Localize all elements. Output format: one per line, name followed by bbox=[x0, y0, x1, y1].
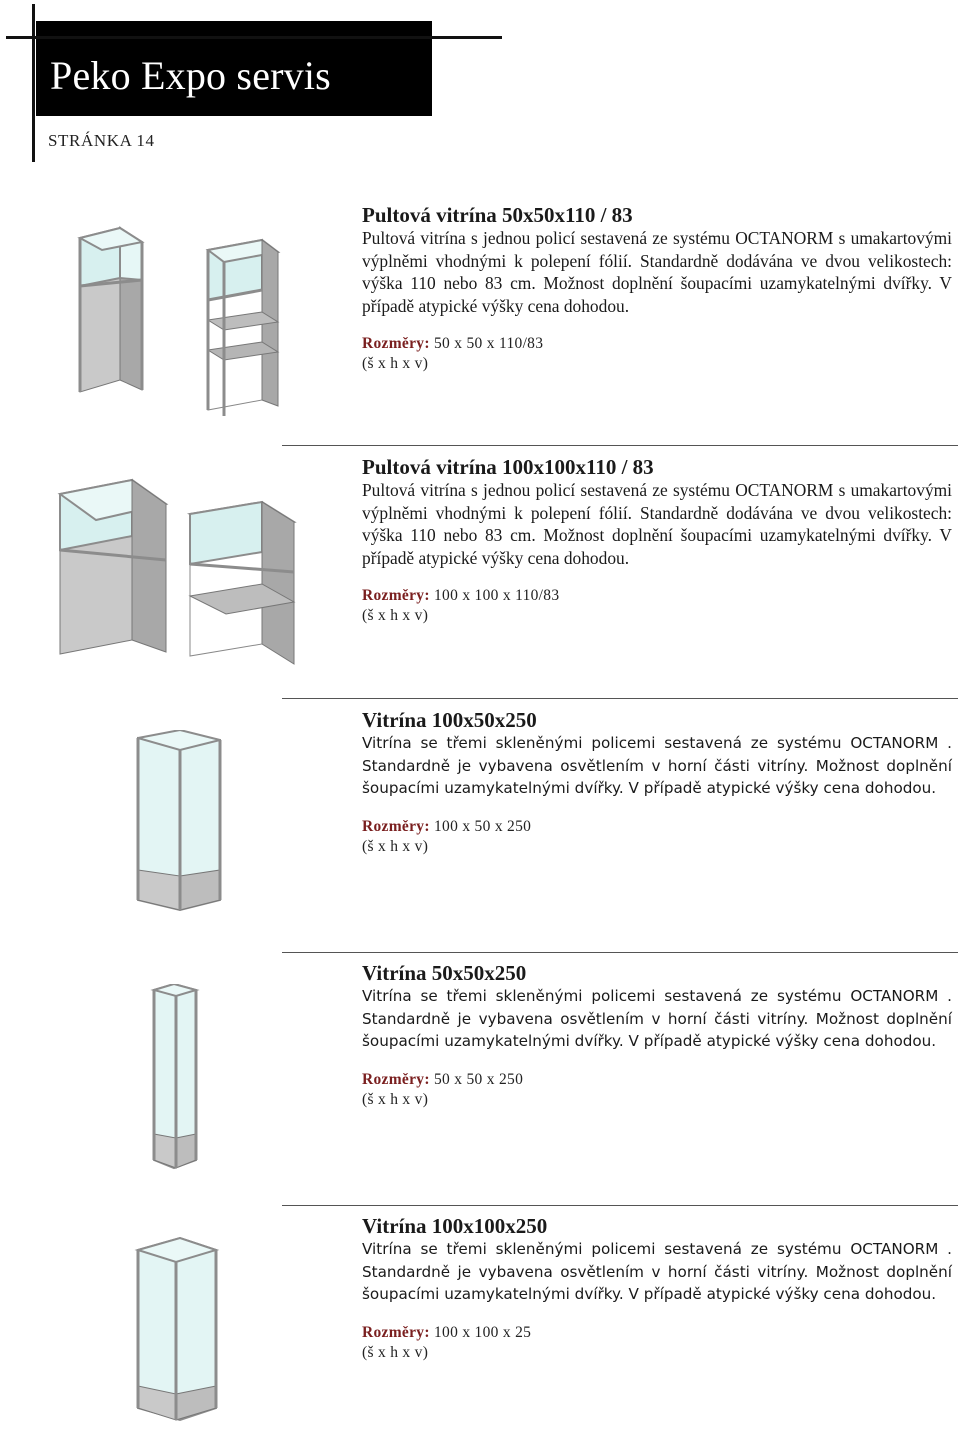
dimensions-legend: (š x h x v) bbox=[362, 1343, 429, 1361]
dimensions-label: Rozměry: bbox=[362, 1070, 430, 1088]
section-divider bbox=[282, 1205, 958, 1206]
product-section bbox=[362, 455, 952, 626]
header-horizontal-rule bbox=[6, 36, 502, 39]
product-title: Vitrína 100x50x250 bbox=[362, 708, 537, 732]
product-section bbox=[362, 708, 952, 857]
product-title: Vitrína 100x100x250 bbox=[362, 1214, 548, 1238]
product-image-showcase-50x50 bbox=[40, 984, 240, 1174]
product-image-counter-100 bbox=[40, 468, 320, 678]
product-section bbox=[362, 961, 952, 1110]
product-title: Vitrína 50x50x250 bbox=[362, 961, 527, 985]
product-title: Pultová vitrína 100x100x110 / 83 bbox=[362, 455, 654, 479]
brand-title: Peko Expo servis bbox=[50, 53, 331, 98]
dimensions-value: 100 x 100 x 25 bbox=[434, 1323, 532, 1341]
dimensions-value: 100 x 50 x 250 bbox=[434, 817, 532, 835]
dimensions-label: Rozměry: bbox=[362, 817, 430, 835]
product-description: Vitrína se třemi skleněnými policemi sestavená ze systému OCTANORM . Standardně je vybavena osvětlením v horní části vitríny. Možnost doplnění šoupacími uzamykatelnými dvířky. V případě atypické výšky cena dohodou. bbox=[362, 734, 952, 798]
product-dimensions bbox=[362, 817, 952, 837]
product-image-counter-50 bbox=[40, 220, 300, 420]
dimensions-label: Rozměry: bbox=[362, 1323, 430, 1341]
dimensions-value: 50 x 50 x 250 bbox=[434, 1070, 524, 1088]
product-dimensions bbox=[362, 1070, 952, 1090]
section-divider bbox=[282, 445, 958, 446]
product-section bbox=[362, 1214, 952, 1363]
product-image-showcase-100x50 bbox=[40, 730, 240, 920]
dimensions-value: 50 x 50 x 110/83 bbox=[434, 335, 544, 353]
dimensions-label: Rozměry: bbox=[362, 587, 430, 605]
product-description: Pultová vitrína s jednou policí sestavená ze systému OCTANORM s umakartovými výplněmi vhodnými k polepení fólií. Standardně dodávána ve dvou velikostech: výška 110 nebo 83 cm. Možnost doplnění šoupacími uzamykatelnými dvířky. V případě atypické výšky cena dohodou. bbox=[362, 228, 952, 316]
dimensions-legend: (š x h x v) bbox=[362, 1090, 429, 1108]
section-divider bbox=[282, 952, 958, 953]
dimensions-legend: (š x h x v) bbox=[362, 837, 429, 855]
product-description: Pultová vitrína s jednou policí sestavená ze systému OCTANORM s umakartovými výplněmi vhodnými k polepení fólií. Standardně dodávána ve dvou velikostech: výška 110 nebo 83 cm. Možnost doplnění šoupacími uzamykatelnými dvířky. V případě atypické výšky cena dohodou. bbox=[362, 480, 952, 568]
product-dimensions bbox=[362, 586, 952, 606]
header-vertical-rule bbox=[32, 4, 35, 162]
product-image-showcase-100x100 bbox=[40, 1236, 240, 1426]
dimensions-legend: (š x h x v) bbox=[362, 355, 429, 373]
section-divider bbox=[282, 698, 958, 699]
product-description: Vitrína se třemi skleněnými policemi sestavená ze systému OCTANORM . Standardně je vybavena osvětlením v horní části vitríny. Možnost doplnění šoupacími uzamykatelnými dvířky. V případě atypické výšky cena dohodou. bbox=[362, 1240, 952, 1304]
dimensions-legend: (š x h x v) bbox=[362, 607, 429, 625]
page-number-label: STRÁNKA 14 bbox=[48, 131, 155, 150]
product-title: Pultová vitrína 50x50x110 / 83 bbox=[362, 203, 633, 227]
product-section bbox=[362, 203, 952, 374]
product-dimensions bbox=[362, 1323, 952, 1343]
product-dimensions bbox=[362, 334, 952, 354]
dimensions-value: 100 x 100 x 110/83 bbox=[434, 587, 560, 605]
dimensions-label: Rozměry: bbox=[362, 335, 430, 353]
product-description: Vitrína se třemi skleněnými policemi sestavená ze systému OCTANORM . Standardně je vybavena osvětlením v horní části vitríny. Možnost doplnění šoupacími uzamykatelnými dvířky. V případě atypické výšky cena dohodou. bbox=[362, 987, 952, 1051]
